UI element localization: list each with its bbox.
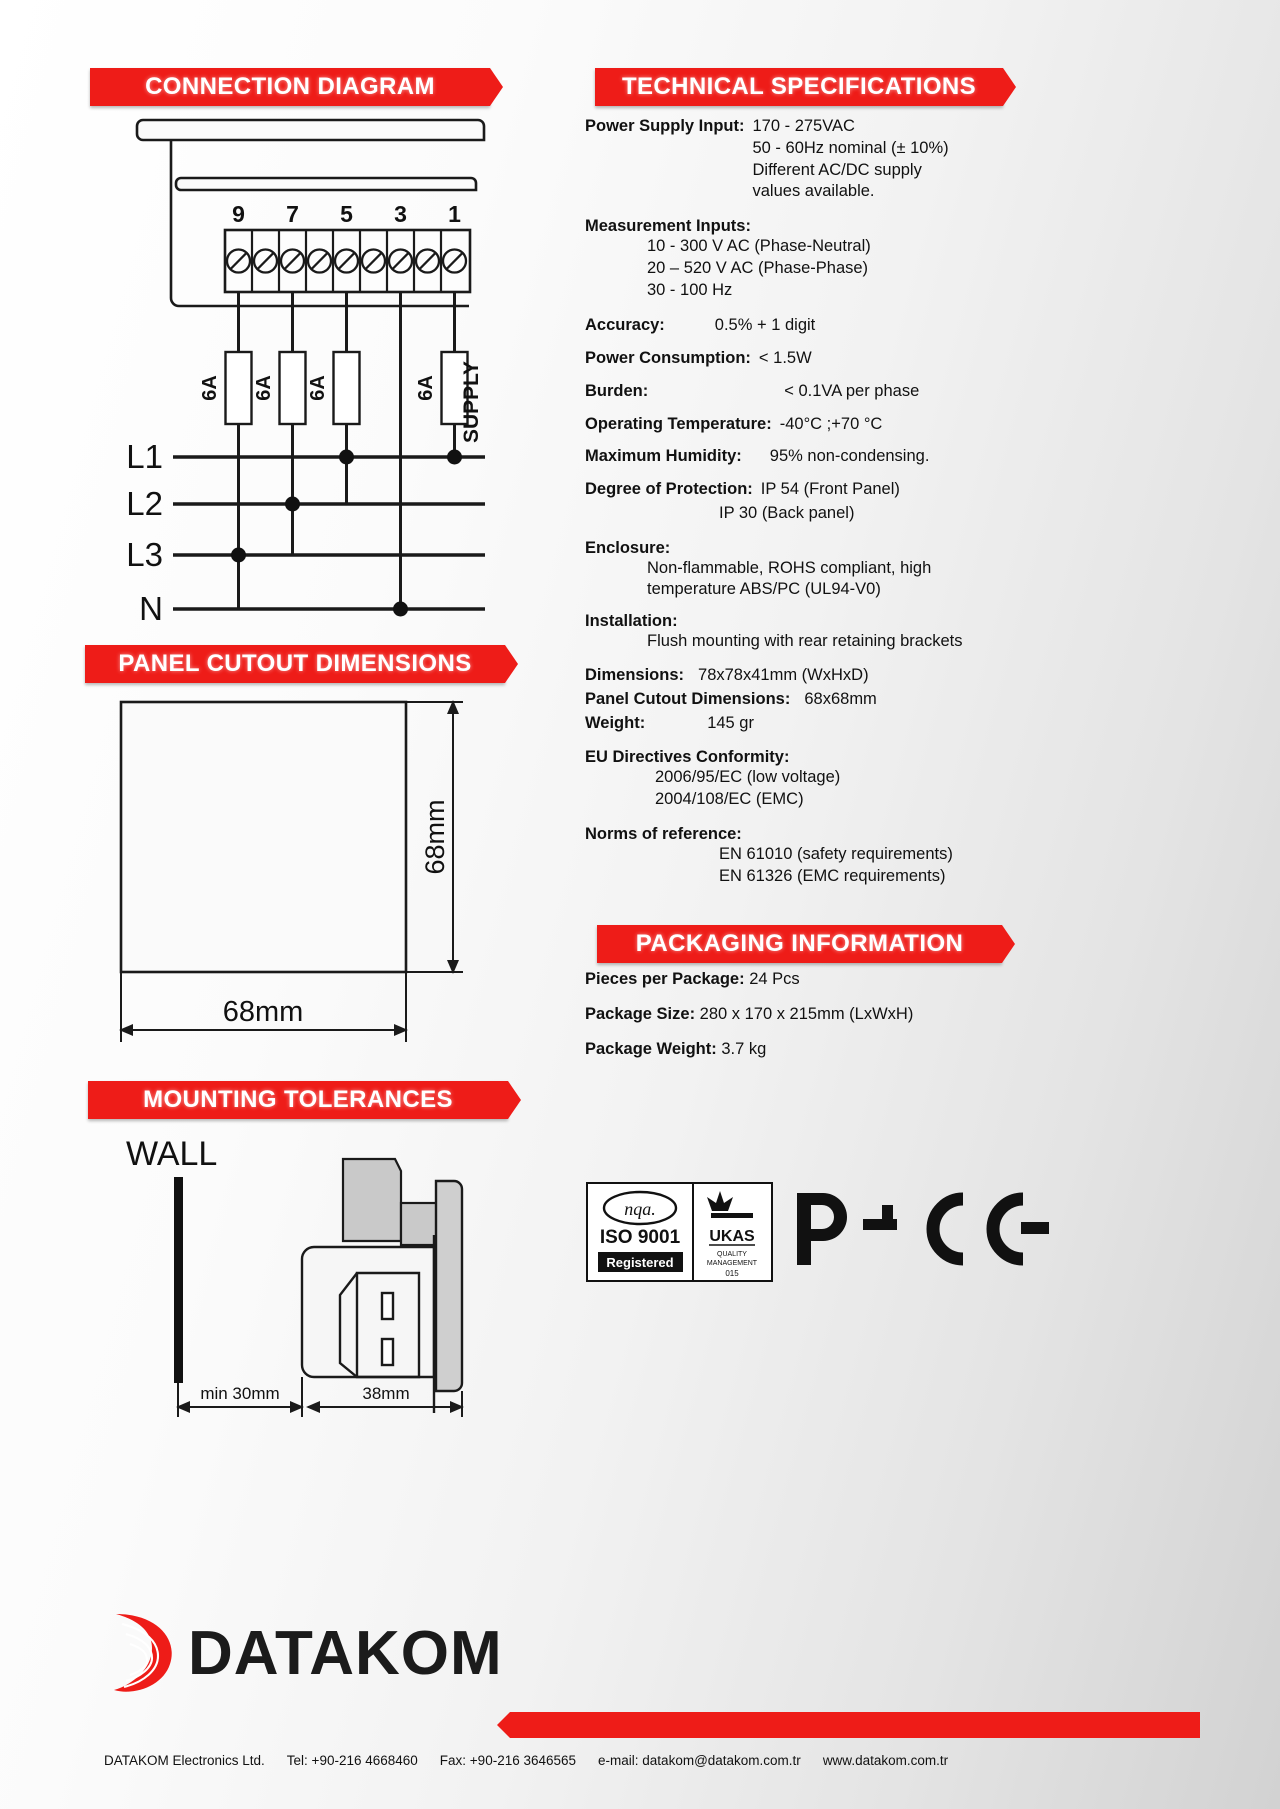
iso-9001-logo [587, 1183, 772, 1281]
fuse-label-2: 6A [253, 375, 275, 401]
eac-pct-logo [797, 1193, 897, 1265]
packaging-size [585, 1005, 1055, 1024]
spec-maximum-humidity [585, 446, 1055, 468]
terminal-number-5: 5 [340, 201, 353, 227]
packaging-value: 24 Pcs [749, 970, 800, 988]
spec-value: 30 - 100 Hz [647, 280, 733, 299]
phase-label-l2: L2 [126, 485, 163, 522]
fuse-label-3: 6A [307, 375, 329, 401]
spec-value: 2006/95/EC (low voltage) [655, 768, 841, 787]
spec-value: 2004/108/EC (EMC) [655, 790, 804, 809]
spec-enclosure [585, 539, 1055, 602]
footer-contact-info [104, 1753, 1214, 1768]
terminal-number-1: 1 [448, 201, 461, 227]
spec-label: Degree of Protection: [585, 480, 753, 499]
spec-value: -40°C ;+70 °C [779, 414, 883, 433]
footer-fax: Fax: +90-216 3646565 [439, 1753, 577, 1768]
spec-degree-of-protection-secondary: IP 30 (Back panel) [719, 503, 855, 522]
section-header-panel-cutout [85, 645, 505, 683]
spec-value: 145 gr [707, 713, 754, 732]
spec-value: 10 - 300 V AC (Phase-Neutral) [647, 237, 871, 256]
footer-legal-name: DATAKOM Electronics Ltd. [104, 1753, 265, 1768]
datakom-wordmark: DATAKOM [188, 1618, 503, 1688]
section-header-packaging-information [597, 925, 1002, 963]
spec-label: Maximum Humidity: [585, 447, 742, 466]
packaging-information-list [585, 970, 1055, 1075]
spec-value: 78x78x41mm (WxHxD) [698, 666, 869, 685]
supply-label: SUPPLY [460, 360, 483, 444]
svg-text:UKAS: UKAS [709, 1228, 755, 1245]
spec-value: EN 61326 (EMC requirements) [719, 866, 946, 885]
spec-label: Power Consumption: [585, 349, 751, 368]
terminal-number-3: 3 [394, 201, 407, 227]
section-title-packaging-information: PACKAGING INFORMATION [635, 930, 964, 957]
datakom-logo [100, 1610, 503, 1696]
spec-value: IP 54 (Front Panel) [760, 480, 900, 499]
cutout-height-label: 68mm [420, 799, 450, 875]
svg-text:Registered: Registered [606, 1255, 674, 1270]
spec-value: 0.5% + 1 digit [714, 316, 816, 335]
section-title-connection-diagram: CONNECTION DIAGRAM [145, 73, 435, 100]
spec-value: Flush mounting with rear retaining brackets [647, 632, 963, 651]
phase-label-l1: L1 [126, 438, 163, 475]
spec-label: Panel Cutout Dimensions: [585, 689, 791, 708]
spec-value: EN 61010 (safety requirements) [719, 844, 953, 863]
spec-norms-of-reference [585, 825, 1055, 888]
spec-label: Dimensions: [585, 666, 685, 685]
spec-label: Power Supply Input: [585, 117, 745, 135]
spec-label: Weight: [585, 713, 646, 732]
section-header-technical-specifications [595, 68, 1003, 106]
footer-web: www.datakom.com.tr [822, 1753, 949, 1768]
spec-installation [585, 612, 1055, 653]
terminal-number-7: 7 [286, 201, 299, 227]
panel-cutout-drawing [85, 690, 505, 1060]
certification-logos [585, 1175, 1055, 1290]
spec-value: 95% non-condensing. [769, 447, 930, 466]
spec-value: < 0.1VA per phase [784, 381, 920, 400]
svg-text:nqa.: nqa. [624, 1199, 656, 1219]
cutout-width-label: 68mm [222, 996, 304, 1028]
spec-label: Burden: [585, 381, 649, 400]
spec-operating-temperature [585, 414, 1055, 436]
footer-tel: Tel: +90-216 4668460 [286, 1753, 418, 1768]
spec-label: Norms of reference: [585, 824, 742, 843]
spec-measurement-inputs [585, 217, 1055, 301]
packaging-value: 280 x 170 x 215mm (LxWxH) [699, 1005, 914, 1023]
datakom-mark-icon [100, 1610, 182, 1696]
min-clearance-label: min 30mm [200, 1384, 280, 1403]
section-title-mounting-tolerances: MOUNTING TOLERANCES [143, 1086, 453, 1113]
svg-text:ISO 9001: ISO 9001 [599, 1227, 681, 1248]
packaging-label: Pieces per Package: [585, 970, 745, 988]
mounting-tolerances-drawing [110, 1125, 510, 1435]
depth-label: 38mm [362, 1384, 410, 1403]
section-title-panel-cutout: PANEL CUTOUT DIMENSIONS [118, 650, 472, 677]
section-header-mounting-tolerances [88, 1081, 508, 1119]
footer-red-bar [510, 1712, 1200, 1738]
packaging-label: Package Weight: [585, 1040, 717, 1058]
packaging-label: Package Size: [585, 1005, 696, 1023]
terminal-number-9: 9 [232, 201, 245, 227]
packaging-value: 3.7 kg [721, 1040, 767, 1058]
svg-text:015: 015 [725, 1269, 739, 1278]
spec-power-consumption [585, 348, 1055, 370]
spec-value: Non-flammable, ROHS compliant, high [647, 558, 932, 577]
spec-eu-directives [585, 748, 1055, 811]
fuse-label-1: 6A [199, 375, 221, 401]
spec-label: Accuracy: [585, 316, 665, 335]
section-title-technical-specifications: TECHNICAL SPECIFICATIONS [621, 73, 977, 100]
spec-label: Enclosure: [585, 538, 671, 557]
spec-weight [585, 713, 1055, 735]
connection-diagram [85, 112, 515, 622]
spec-panel-cutout-dimensions [585, 689, 1055, 711]
spec-value: temperature ABS/PC (UL94-V0) [647, 580, 881, 599]
spec-burden [585, 381, 1055, 403]
fuse-label-4: 6A [415, 375, 437, 401]
phase-label-l3: L3 [126, 536, 163, 573]
svg-text:MANAGEMENT: MANAGEMENT [706, 1260, 758, 1267]
spec-label: Measurement Inputs: [585, 217, 751, 236]
spec-label: Operating Temperature: [585, 414, 772, 433]
spec-label: EU Directives Conformity: [585, 748, 790, 767]
spec-value: < 1.5W [758, 349, 812, 368]
spec-label: Installation: [585, 612, 678, 631]
spec-value: 20 – 520 V AC (Phase-Phase) [647, 258, 869, 277]
ce-logo [933, 1199, 1023, 1259]
spec-accuracy [585, 315, 1055, 337]
spec-power-supply-input [585, 116, 1055, 203]
phase-label-n: N [139, 590, 163, 622]
spec-value: 68x68mm [804, 689, 877, 708]
technical-specifications-list [585, 116, 1055, 898]
spec-value: 170 - 275VAC 50 - 60Hz nominal (± 10%) Different AC/DC supply values available. [752, 117, 949, 201]
packaging-weight [585, 1040, 1055, 1059]
wall-label: WALL [126, 1135, 218, 1173]
spec-degree-of-protection [585, 479, 1055, 501]
svg-text:QUALITY: QUALITY [717, 1251, 747, 1258]
footer-email: e-mail: datakom@datakom.com.tr [598, 1753, 801, 1768]
packaging-pieces [585, 970, 1055, 989]
spec-dimensions [585, 665, 1055, 687]
section-header-connection-diagram [90, 68, 490, 106]
